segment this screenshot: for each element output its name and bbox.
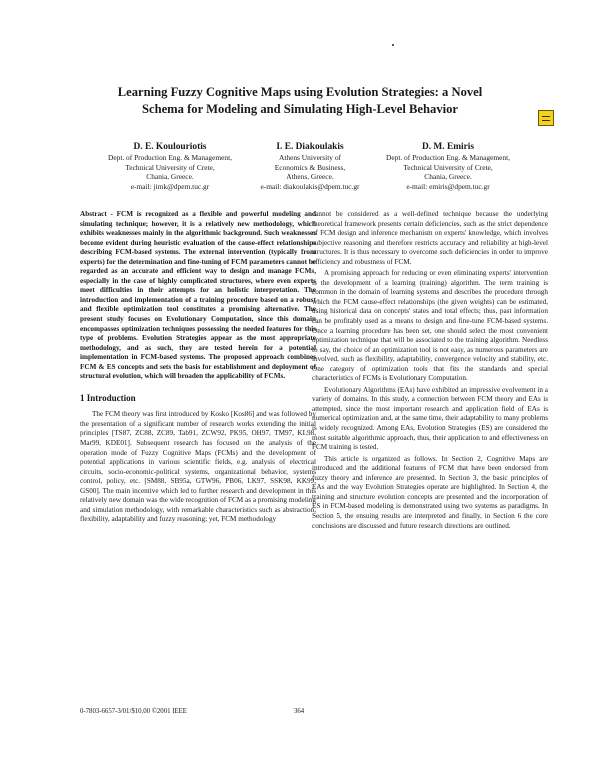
sticky-note-icon[interactable] (538, 110, 554, 126)
author-email: e-mail: jimk@dpem.tuc.gr (130, 181, 210, 191)
page-speck (392, 44, 394, 46)
intro-paragraph: The FCM theory was first introduced by Kosko [Kos86] and was followed by the presentation of a significant number of research works extending the initial principles [TS87, ZC88, ZC89, Tab91, ZCW92, PK95, OH97, TM97, KL98, Mar99, KDE01]. Subsequent research has focused on the analysis of the operation mode of Fuzzy Cognitive Maps (FCMs) and the development of potential applications in various scientific fields, e.g. analysis of electrical circuits, socio-economic-political systems, organizational behavior, systems control, policy, etc. [SM88, SB95a, GTW96, PB06, LK97, SSK98, KK99, GS00]. The main incentive which led to further research and development in this relatively new domain was the wide recognition of FCM as a promising modeling and simulation methodology, with remarkable characteristics such as abstraction, flexibility, adaptability and fuzzy reasoning; yet, FCM methodology (80, 410, 316, 524)
author-name: D. E. Koulouriotis (133, 142, 207, 152)
footer-isbn: 0-7803-6657-3/01/$10.00 ©2001 IEEE (80, 708, 187, 715)
title-line-1: Learning Fuzzy Cognitive Maps using Evolution Strategies: a Novel (117, 85, 483, 99)
author-affiliation: Economics & Business, (274, 162, 346, 172)
body-paragraph: cannot be considered as a well-defined technique because the underlying theoretical framework presents certain deficiencies, such as the strict dependence of FCM design and inference mechanism on experts' knowledge, which involves subjective reasoning and therefore restricts accuracy and reliability at high-level structures. It is thus necessary to overcome such deficiencies in order to improve efficiency and robustness of FCM. (312, 210, 548, 266)
author-affiliation: Dept. of Production Eng. & Management, (386, 153, 510, 162)
author-email: e-mail: emiris@dpem.tuc.gr (406, 181, 490, 191)
author-block-3 (360, 141, 536, 191)
body-paragraph: Evolutionary Algorithms (EAs) have exhibited an impressive evolvement in a variety of domains. In this study, a connection between FCM theory and EAs is attempted, since the most important research and application field of EAs is numerical optimization and, at the same time, their adaptability to many problems is widely recognized. Among EAs, Evolution Strategies (ES) are considered the most suitable algorithmic approach, thus, their application to and effectiveness on FCM training is tested. (312, 385, 548, 452)
author-affiliation: Chania, Greece. (146, 172, 194, 182)
author-affiliation: Technical University of Crete, (125, 162, 215, 172)
title-line-2: Schema for Modeling and Simulating High-Level Behavior (141, 102, 459, 116)
author-affiliation: Chania, Greece. (424, 172, 472, 182)
author-name: D. M. Emiris (421, 142, 475, 152)
abstract: Abstract - FCM is recognized as a flexible and powerful modeling and simulating technique; however, it is a relatively new methodology, which exhibits weaknesses mainly in the algorithmic background. Such weaknesses become evident during heuristic evaluation of the cause-effect relationships describing FCM-based systems. The external intervention (typically from experts) for the determination and fine-tuning of FCM parameters cannot be regarded as an accurate and efficient way to design and manage FCMs, especially in the case of highly complicated structures, where even experts meet difficulties in their attempts for an holistic interpretation. The introduction and implementation of a training procedure based on a robust and flexible optimization tool constitutes a promising alternative. The present study focuses on Evolutionary Computation, since this domain encompasses optimization techniques possessing the needed features for this type of problems. Evolution Strategies appear as the most appropriate methodology, and as such, they are tested herein for a potential implementation in FCM-based systems. The proposed approach combines FCM & ES concepts and sets the basis for establishment and deployment of structural evolution, which will broaden the applicability of FCMs. (80, 210, 316, 381)
author-affiliation: Technical University of Crete, (403, 162, 493, 172)
left-column (80, 210, 316, 527)
author-email: e-mail: diakoulakis@dpem.tuc.gr (260, 181, 360, 191)
section-heading: 1 Introduction (80, 392, 136, 403)
author-name: I. E. Diakoulakis (276, 142, 344, 152)
paper-title (40, 84, 560, 118)
author-affiliation: Athens University of (279, 153, 341, 162)
body-paragraph: This article is organized as follows. In Section 2, Cognitive Maps are introduced and the additional features of FCM that have been endorsed from fuzzy theory and inference are presented. In Section 3, the basic principles of EAs and the way Evolution Strategies operate are highlighted. In Section 4, the training and structure evolution concepts are presented and the incorporation of ES in FCM-based modeling is demonstrated using two systems as paradigms. In Section 5, the ensuing results are interpreted and finally, in Section 6 the core conclusions are discussed and future research directions are outlined. (312, 454, 548, 530)
page-number: 364 (294, 708, 305, 715)
body-paragraph: A promising approach for reducing or even eliminating experts' intervention is the development of a learning (training) algorithm. The term training is common in the domain of learning systems and describes the procedure through which the FCM cause-effect relationships (the given weights) can be estimated, using historical data on concepts' states and total effects; thus, past information can be profitably used as a means to design and fine-tune FCM-based systems. Once a learning procedure has been set, one should select the most convenient optimization technique that will be associated to the training algorithm. Needless to say, the choice of an optimization tool is not easy, as numerous parameters are involved, such as flexibility, adaptability, convergence velocity and stability, etc. One category of optimization tools that fits the standards and special characteristics of FCMs is Evolutionary Computation. (312, 269, 548, 383)
author-block-1 (82, 141, 258, 191)
right-column (312, 210, 548, 533)
author-affiliation: Dept. of Production Eng. & Management, (108, 153, 232, 162)
author-affiliation: Athens, Greece. (286, 172, 334, 182)
